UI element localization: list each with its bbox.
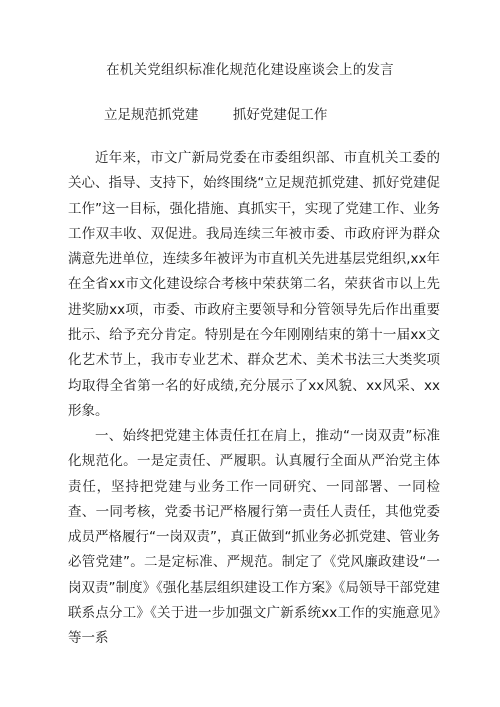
document-title: 在机关党组织标准化规范化建设座谈会上的发言	[106, 62, 394, 78]
paragraph-intro: 近年来，市文广新局党委在市委组织部、市直机关工委的关心、指导、支持下，始终围绕“立足规范抓党建、抓好党建促工作”这一目标，强化措施、真抓实干，实现了党建工作、业务工作双丰收、双促进。我局连续三年被市委、市政府评为群众满意先进单位，连续多年被评为市直机关先进基层党组织,xx年在全省xx市文化建设综合考核中荣获第二名，荣获省市以上先进奖励xx项，市委、市政府主要领导和分管领导先后作出重要批示、给予充分肯定。特别是在今年刚刚结束的第十一届xx文化艺术节上，我市专业艺术、群众艺术、美术书法三大类奖项均取得全省第一名的好成绩,充分展示了xx风貌、xx风采、xx形象。	[68, 150, 440, 419]
document-subtitle: 立足规范抓党建 抓好党建促工作	[104, 107, 328, 123]
paragraph-section-1: 一、始终把党建主体责任扛在肩上，推动“一岗双责”标准化规范化。一是定责任、严履职。认真履行全面从严治党主体责任，坚持把党建与业务工作一同研究、一同部署、一同检查、一同考核，党委书记严格履行第一责任人责任，其他党委成员严格履行“一岗双责”，真正做到“抓业务必抓党建、管业务必管党建”。二是定标准、严规范。制定了《党风廉政建设“一岗双责”制度》《强化基层组织建设工作方案》《局领导干部党建联系点分工》《关于进一步加强文广新系统xx工作的实施意见》等一系	[68, 428, 440, 647]
